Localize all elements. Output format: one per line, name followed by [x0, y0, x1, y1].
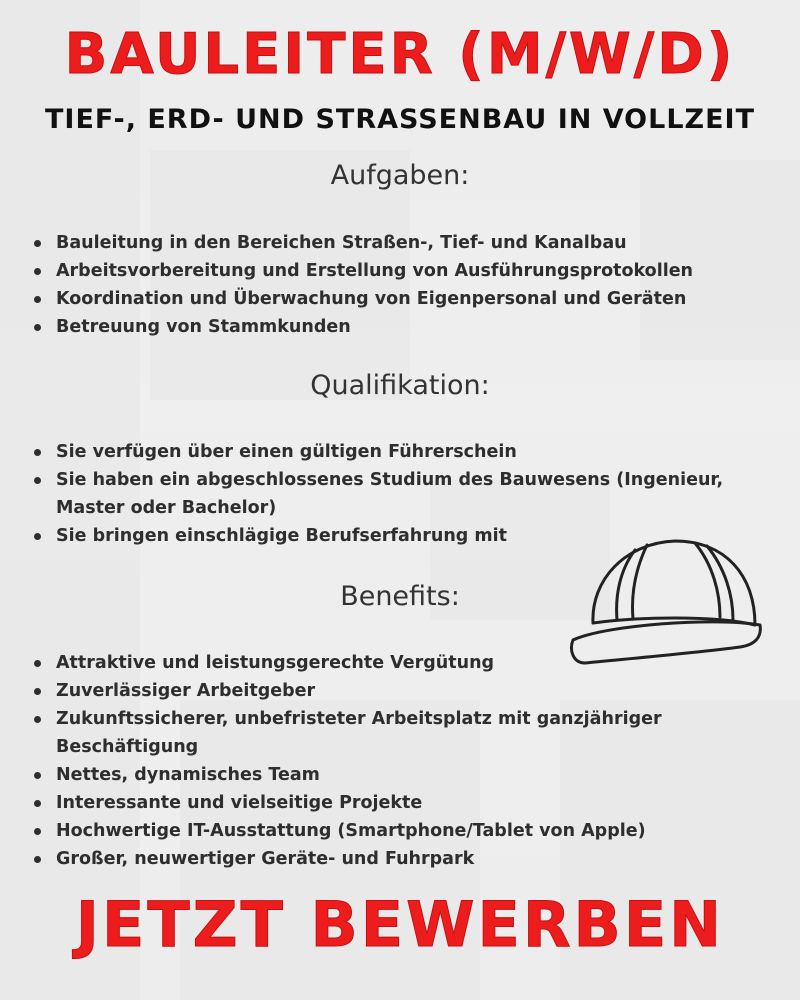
list-item: Zukunftssicherer, unbefristeter Arbeitsplatz mit ganzjähriger Beschäftigung — [30, 705, 750, 761]
apply-now-text: JETZT BEWERBEN — [75, 888, 725, 961]
list-item: Sie verfügen über einen gültigen Führerschein — [30, 438, 750, 466]
section-heading-benefits: Benefits: — [340, 581, 460, 612]
list-item: Bauleitung in den Bereichen Straßen-, Tief- und Kanalbau — [30, 229, 750, 257]
list-item: Zuverlässiger Arbeitgeber — [30, 677, 750, 705]
section-heading-aufgaben: Aufgaben: — [330, 160, 470, 191]
list-benefits — [30, 649, 750, 873]
list-item: Attraktive und leistungsgerechte Vergütung — [30, 649, 750, 677]
list-item: Hochwertige IT-Ausstattung (Smartphone/Tablet von Apple) — [30, 817, 750, 845]
hard-hat-icon — [565, 525, 765, 675]
list-item: Sie haben ein abgeschlossenes Studium des Bauwesens (Ingenieur, Master oder Bachelor) — [30, 466, 750, 522]
page-subtitle: TIEF-, ERD- UND STRASSENBAU IN VOLLZEIT — [44, 104, 756, 135]
page-title: BAULEITER (M/W/D) — [64, 22, 736, 87]
list-aufgaben — [30, 229, 750, 341]
list-item: Nettes, dynamisches Team — [30, 761, 750, 789]
section-heading-qualifikation: Qualifikation: — [310, 370, 490, 401]
list-item: Arbeitsvorbereitung und Erstellung von Ausführungsprotokollen — [30, 257, 750, 285]
list-item: Betreuung von Stammkunden — [30, 313, 750, 341]
list-item: Sie bringen einschlägige Berufserfahrung mit — [30, 522, 750, 550]
list-item: Großer, neuwertiger Geräte- und Fuhrpark — [30, 845, 750, 873]
list-item: Interessante und vielseitige Projekte — [30, 789, 750, 817]
list-item: Koordination und Überwachung von Eigenpersonal und Geräten — [30, 285, 750, 313]
